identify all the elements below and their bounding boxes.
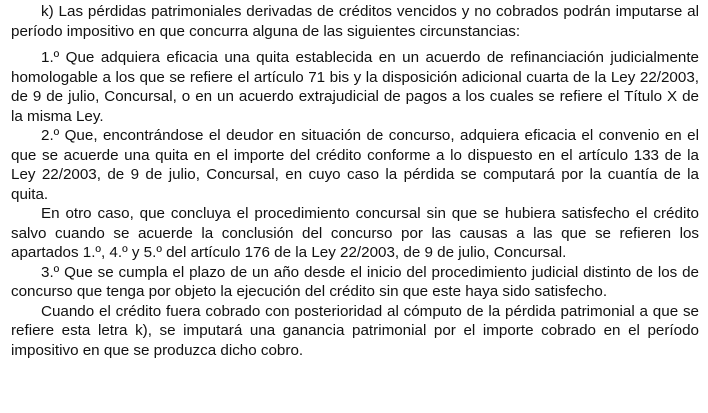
paragraph-later-collection: Cuando el crédito fuera cobrado con posterioridad al cómputo de la pérdida patrimonial a que se refiere esta letra k), se imputará una ganancia patrimonial por el importe cobrado en el período impositivo en que se produzca dicho cobro. [11,302,699,359]
paragraph-circumstance-1: 1.º Que adquiera eficacia una quita establecida en un acuerdo de refinanciación judicialmente homologable a los que se refiere el artículo 71 bis y la disposición adicional cuarta de la Ley 22/2003, de 9 de julio, Concursal, o en un acuerdo extrajudicial de pagos a los cuales se refiere el Título X de la misma Ley. [11,49,699,125]
paragraph-intro-k: k) Las pérdidas patrimoniales derivadas de créditos vencidos y no cobrados podrán imputarse al período impositivo en que concurra alguna de las siguientes circunstancias: [11,3,699,40]
paragraph-circumstance-2: 2.º Que, encontrándose el deudor en situación de concurso, adquiera eficacia el convenio en el que se acuerde una quita en el importe del crédito conforme a lo dispuesto en el artículo 133 de la Ley 22/2003, de 9 de julio, Concursal, en cuyo caso la pérdida se computará por la cuantía de la quita. [11,127,699,203]
paragraph-circumstance-3: 3.º Que se cumpla el plazo de un año desde el inicio del procedimiento judicial distinto de los de concurso que tenga por objeto la ejecución del crédito sin que este haya sido satisfecho. [11,263,699,300]
paragraph-otherwise: En otro caso, que concluya el procedimiento concursal sin que se hubiera satisfecho el crédito salvo cuando se acuerde la conclusión del concurso por las causas a las que se refieren los apartados 1.º, 4.º y 5.º del artículo 176 de la Ley 22/2003, de 9 de julio, Concursal. [11,205,699,261]
